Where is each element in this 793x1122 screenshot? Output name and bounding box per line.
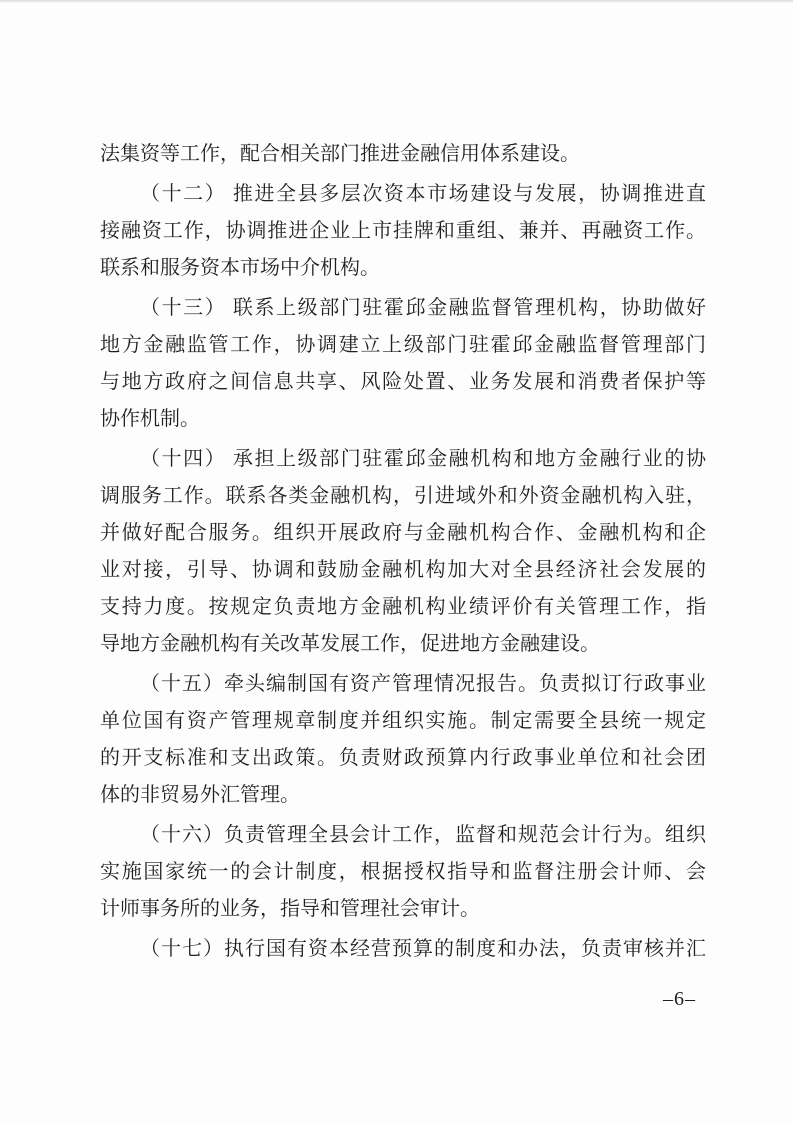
text-line: （十二） 推进全县多层次资本市场建设与发展，协调推进直 xyxy=(140,183,706,205)
paragraph xyxy=(100,136,706,173)
text-line: 计师事务所的业务，指导和管理社会审计。 xyxy=(100,898,480,920)
page-number: –6– xyxy=(663,988,696,1010)
paragraph xyxy=(100,931,706,968)
text-line: （十三） 联系上级部门驻霍邱金融监督管理机构，协助做好 xyxy=(140,297,706,319)
text-line: 与地方政府之间信息共享、风险处置、业务发展和消费者保护等 xyxy=(100,371,706,393)
text-line: （十七）执行国有资本经营预算的制度和办法，负责审核并汇 xyxy=(140,938,706,960)
text-line: （十六）负责管理全县会计工作，监督和规范会计行为。组织 xyxy=(140,824,706,846)
paragraph xyxy=(100,817,706,928)
text-line: 联系和服务资本市场中介机构。 xyxy=(100,257,380,279)
paragraph xyxy=(100,290,706,438)
text-line: 协作机制。 xyxy=(100,408,200,430)
text-line: 业对接，引导、协调和鼓励金融机构加大对全县经济社会发展的 xyxy=(100,559,706,581)
paragraph xyxy=(100,441,706,663)
text-line: （十四） 承担上级部门驻霍邱金融机构和地方金融行业的协 xyxy=(140,448,706,470)
text-line: 的开支标准和支出政策。负责财政预算内行政事业单位和社会团 xyxy=(100,747,706,769)
scan-edge-artifact xyxy=(0,0,793,3)
text-line: 接融资工作，协调推进企业上市挂牌和重组、兼并、再融资工作。 xyxy=(100,220,706,242)
text-line: （十五）牵头编制国有资产管理情况报告。负责拟订行政事业 xyxy=(140,673,706,695)
document-body xyxy=(100,136,706,971)
text-line: 法集资等工作，配合相关部门推进金融信用体系建设。 xyxy=(100,143,580,165)
paragraph xyxy=(100,176,706,287)
paragraph xyxy=(100,666,706,814)
text-line: 单位国有资产管理规章制度并组织实施。制定需要全县统一规定 xyxy=(100,710,706,732)
text-line: 并做好配合服务。组织开展政府与金融机构合作、金融机构和企 xyxy=(100,522,706,544)
text-line: 地方金融监管工作，协调建立上级部门驻霍邱金融监督管理部门 xyxy=(100,334,706,356)
text-line: 调服务工作。联系各类金融机构，引进域外和外资金融机构入驻， xyxy=(100,485,706,507)
text-line: 体的非贸易外汇管理。 xyxy=(100,784,300,806)
text-line: 导地方金融机构有关改革发展工作，促进地方金融建设。 xyxy=(100,633,600,655)
text-line: 实施国家统一的会计制度，根据授权指导和监督注册会计师、会 xyxy=(100,861,706,883)
text-line: 支持力度。按规定负责地方金融机构业绩评价有关管理工作，指 xyxy=(100,596,706,618)
